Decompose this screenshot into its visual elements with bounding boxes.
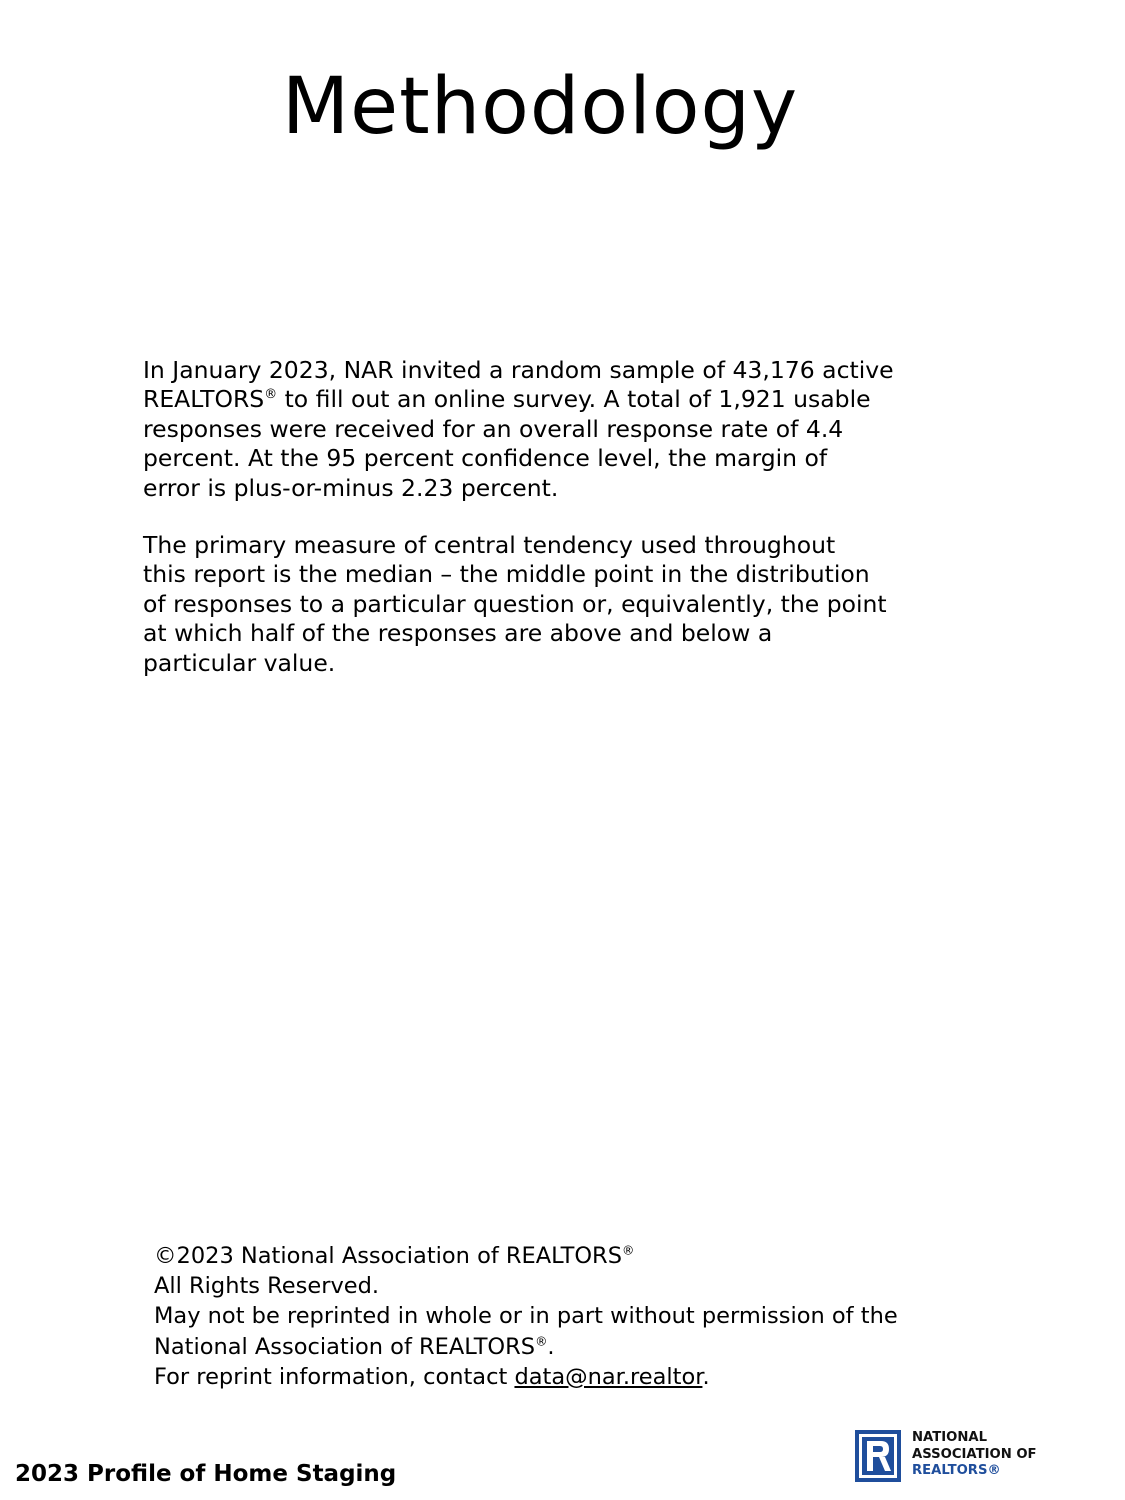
logo-line: REALTORS®: [912, 1463, 1001, 1478]
reprint-notice-line: National Association of REALTORS®.: [154, 1333, 555, 1360]
text-line: of responses to a particular question or, equivalently, the point: [143, 589, 887, 618]
text-line: this report is the median – the middle point in the distribution: [143, 560, 870, 589]
copyright-line: ©2023 National Association of REALTORS®: [154, 1243, 635, 1269]
page-title: Methodology: [281, 62, 799, 152]
copyright-notice: [154, 1241, 1054, 1392]
text-line: error is plus-or-minus 2.23 percent.: [143, 473, 559, 502]
reprint-notice-line: May not be reprinted in whole or in part without permission of the: [154, 1303, 898, 1330]
logo-line: NATIONAL: [912, 1430, 987, 1445]
logo-wordmark: [912, 1430, 1037, 1480]
contact-email-link[interactable]: data@nar.realtor: [514, 1363, 703, 1390]
rights-line: All Rights Reserved.: [154, 1273, 380, 1300]
logo-line: ASSOCIATION OF: [912, 1446, 1037, 1462]
paragraph-survey-sample: [143, 356, 1023, 503]
realtor-r-logo-icon: [855, 1430, 901, 1482]
text-line: responses were received for an overall response rate of 4.4: [143, 414, 844, 443]
text-line: percent. At the 95 percent confidence level, the margin of: [143, 444, 828, 473]
methodology-body: [143, 356, 1023, 706]
contact-line: [154, 1362, 1054, 1392]
text-line: The primary measure of central tendency used throughout: [143, 531, 836, 560]
report-title-footer: 2023 Profile of Home Staging: [15, 1461, 397, 1487]
text-line: particular value.: [143, 648, 336, 677]
text-line: REALTORS® to fill out an online survey. A total of 1,921 usable: [143, 385, 871, 414]
nar-logo: [855, 1430, 1095, 1482]
text-line: In January 2023, NAR invited a random sample of 43,176 active: [143, 356, 894, 384]
contact-suffix: .: [702, 1363, 710, 1390]
text-line: at which half of the responses are above and below a: [143, 619, 773, 648]
paragraph-central-tendency: [143, 531, 1023, 678]
contact-prefix: For reprint information, contact: [154, 1363, 515, 1390]
